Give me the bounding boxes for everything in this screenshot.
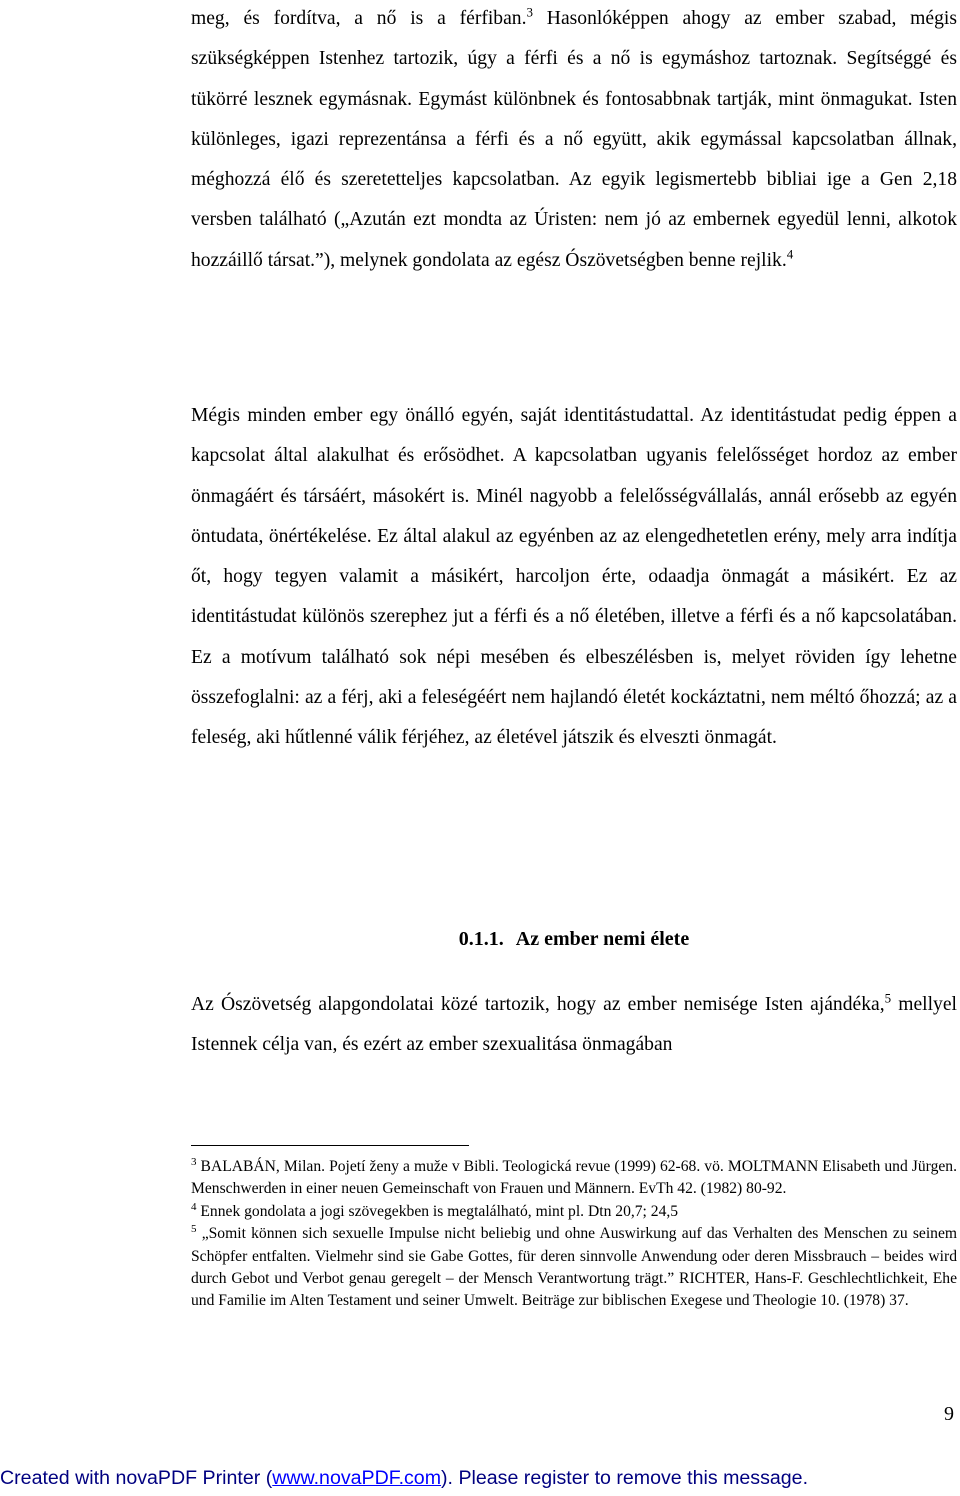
paragraph-2: Mégis minden ember egy önálló egyén, saját identitástudattal. Az identitástudat pedig éppen a kapcsolat által alakulhat és erősödhet. A kapcsolatban ugyanis felelősséget hordoz az ember önmagáért és társáért, másokért is. Minél nagyobb a felelősségvállalás, annál erősebb az egyén öntudata, önértékelése. Ez által alakul az egyénben az az elengedhetetlen erény, mely arra indítja őt, hogy tegyen valamit a másikért, harcoljon érte, odaadja önmagát a másikért. Ez az identitástudat különös szerephez jut a férfi és a nő életében, illetve a férfi és a nő kapcsolatában. Ez a motívum található sok népi mesében és elbeszélésben is, melyet röviden így lehetne összefoglalni: az a férj, aki a feleségéért nem hajlandó életét kockáztatni, nem méltó őhozzá; az a feleség, aki hűtlenné válik férjéhez, az életével játszik és elveszti önmagát. [191, 405, 957, 749]
footnote-3 [191, 1156, 957, 1201]
footnote-text: Ennek gondolata a jogi szövegekben is megtalálható, mint pl. Dtn 20,7; 24,5 [196, 1202, 679, 1220]
banner-text-end: ). Please register to remove this message. [441, 1467, 809, 1489]
footnote-ref-4[interactable]: 4 [786, 246, 794, 262]
paragraph-1-text-a: meg, és fordítva, a nő is a férfiban. [191, 8, 527, 29]
page-number: 9 [944, 1403, 954, 1425]
footnote-text: BALABÁN, Milan. Pojetí ženy a muže v Bibli. Teologická revue (1999) 62-68. vö. MOLTMANN Elisabeth und Jürgen. Menschwerden in einer neuen Gemeinschaft von Frauen und Männern. EvTh 42. (1982) 80-92. [191, 1158, 957, 1198]
section-heading [191, 919, 957, 959]
paragraph-3-text-a: Az Ószövetség alapgondolatai közé tartozik, hogy az ember nemisége Isten ajándéka, [191, 994, 885, 1015]
footnote-separator [191, 1145, 469, 1146]
watermark-banner [0, 1464, 960, 1492]
footnote-number: 5 [191, 1223, 197, 1236]
paragraph-3 [191, 985, 957, 1066]
footnote-number: 4 [191, 1200, 197, 1213]
paragraph-1-text-b: Hasonlóképpen ahogy az ember szabad, mégis szükségképpen Istenhez tartozik, úgy a férfi és a nő is egymáshoz tartoznak. Segítséggé és tükörré lesznek egymásnak. Egymást különbnek és fontosabbnak tartják, mint önmagukat. Isten különleges, igazi reprezentánsa a férfi és a nő együtt, akik egymással kapcsolatban állnak, méghozzá élő és szeretetteljes kapcsolatban. Az egyik legismertebb bibliai ige a Gen 2,18 versben található („Azután ezt mondta az Úristen: nem jó az embernek egyedül lenni, alkotok hozzáillő társat.”), melynek gondolata az egész Ószövetségben benne rejlik. [191, 8, 957, 271]
footnote-4 [191, 1201, 957, 1223]
paragraph-1 [191, 0, 957, 281]
section-title: Az ember nemi élete [515, 928, 690, 950]
footnotes [191, 1156, 957, 1313]
banner-text-start: Created with novaPDF Printer ( [0, 1467, 273, 1489]
footnote-number: 3 [191, 1155, 197, 1168]
footnote-5 [191, 1223, 957, 1313]
paragraph-3-text-b: mellyel Istennek célja van, és ezért az ember szexualitása önmagában [191, 994, 957, 1056]
footnote-ref-3[interactable]: 3 [526, 4, 533, 20]
section-number: 0.1.1. [458, 928, 504, 950]
novapdf-link[interactable]: www.novaPDF.com [272, 1467, 442, 1489]
footnote-text: „Somit können sich sexuelle Impulse nicht beliebig und ohne Auswirkung auf das Verhalten des Menschen zu seinem Schöpfer entfalten. Vielmehr sind sie Gabe Gottes, für deren sinnvolle Anwendung oder deren Missbrauch – beides wird durch Gebot und Verbot genau geregelt – der Mensch Verantwortung trägt.” RICHTER, Hans-F. Geschlechtlichkeit, Ehe und Familie im Alten Testament und seiner Umwelt. Beiträge zur biblischen Exegese und Theologie 10. (1978) 37. [191, 1225, 957, 1310]
footnote-ref-5[interactable]: 5 [884, 990, 892, 1006]
